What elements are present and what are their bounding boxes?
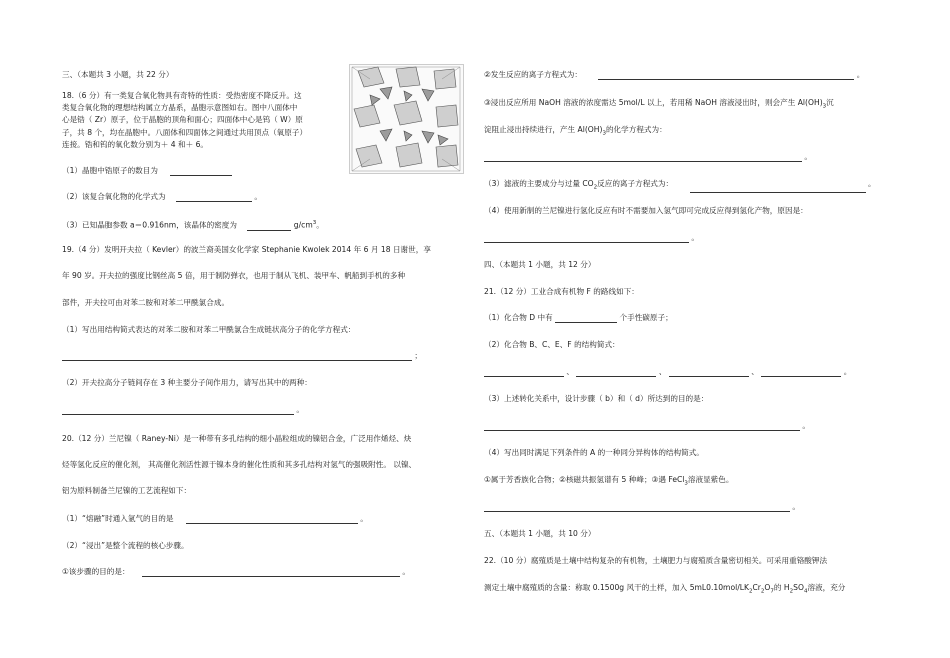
q22-text: O [764, 583, 771, 592]
q18-part3-text: （3）已知晶胞参数 a＝0.916nm，该晶体的密度为 [62, 220, 237, 230]
tetrahedron-shape [422, 131, 434, 143]
q21-text-line: 21.（12 分）工业合成有机物 F 的路线如下： [484, 287, 639, 296]
answer-blank[interactable] [669, 368, 749, 377]
q22-text: 的 H [773, 583, 790, 592]
q21-part2: （2）化合物 B、C、E、F 的结构简式： [484, 340, 620, 349]
answer-blank[interactable] [176, 193, 252, 202]
q18-text-line: 子，共 8 个，均在晶胞中。八面体和四面体之间通过共用顶点（氧原子） [62, 128, 308, 137]
q20-part3-end: 。 [867, 179, 876, 188]
answer-blank[interactable] [62, 352, 412, 361]
q18-part2-end: 。 [254, 192, 262, 201]
q20-part2-sub2-end: 。 [856, 70, 865, 79]
q18-part1 [62, 166, 232, 176]
q18-part3-unit: g/cm [293, 220, 313, 230]
q21-part1-end: 个手性碳原子； [619, 313, 673, 322]
q22-text: 溶液，充分 [807, 583, 846, 592]
q22-text: SO [793, 583, 804, 592]
q20-text-line: 20.（12 分）兰尼镍（ Raney-Ni）是一种带有多孔结构的细小晶粒组成的镍铝合金，广泛用作烯烃、炔 [62, 434, 412, 443]
subscript: 2 [760, 588, 765, 595]
subscript: 7 [770, 588, 774, 595]
q21-part3: （3）上述转化关系中，设计步骤（ b）和（ d）所达到的目的是： [484, 394, 709, 403]
answer-blank[interactable] [186, 515, 358, 524]
q22-text-line: 22.（10 分）腐殖质是土壤中结构复杂的有机物，土壤肥力与腐殖质含量密切相关。可采用重铬酸钾法 [484, 556, 828, 565]
q21-part1 [484, 313, 673, 323]
q20-part2-sub1 [62, 567, 410, 577]
q18-text-line: 心是锆（ Zr）原子，位于晶胞的顶角和面心；四面体中心是钨（ W）原 [62, 115, 303, 124]
q18-part2-text: （2）该复合氧化物的化学式为 [62, 192, 166, 201]
q20-part4: （4）使用新制的兰尼镍进行氢化反应有时不需要加入氢气即可完成反应得到氢化产物，原因是： [484, 206, 808, 215]
answer-blank[interactable] [484, 234, 689, 243]
q20-part2-sub1-end: 。 [402, 567, 410, 576]
q21-part3-end: 。 [802, 421, 811, 430]
q19-part2-answer [62, 405, 304, 415]
subscript: 2 [748, 588, 753, 595]
q19-part1: （1）写出用结构简式表达的对苯二胺和对苯二甲酰氯合生成链状高分子的化学方程式： [62, 325, 356, 334]
tetrahedron-shape [380, 129, 392, 141]
q21-part3-answer [484, 421, 810, 431]
q20-text-line: 铝为原料制备兰尼镍的工艺流程如下： [62, 486, 192, 495]
q18-text-line: 连接。锆和钨的氧化数分别为＋ 4 和＋ 6。 [62, 140, 208, 149]
subscript: 3 [822, 103, 827, 110]
q20-part2-sub2 [484, 70, 864, 80]
answer-blank[interactable] [555, 314, 617, 323]
q20-part2-sub2-text: ②发生反应的离子方程式为： [484, 70, 582, 79]
section-5-header: 五、（本题共 1 小题，共 10 分） [484, 529, 596, 538]
octahedron-shape [436, 145, 458, 167]
q18-part3-unit-exp: 3 [312, 220, 317, 226]
q20-part2-sub3-text: 的化学方程式为： [605, 125, 667, 134]
q19-text-line: 年 90 岁。开夫拉的强度比钢丝高 5 倍，用于制防弹衣，也用于制从飞机、装甲车、帆船到手机的多种 [62, 271, 406, 280]
q22-text-line [484, 583, 845, 597]
q21-part2-answers [484, 367, 851, 377]
octahedron-shape [396, 67, 420, 87]
q22-text: 测定土壤中腐殖质的含量：称取 0.1500g 风干的土样，加入 5mL0.10mol/LK [484, 583, 749, 592]
q20-part1 [62, 514, 368, 524]
q20-part4-end: 。 [691, 233, 700, 242]
answer-blank[interactable] [690, 184, 866, 193]
answer-blank[interactable] [484, 368, 564, 377]
q21-part2-end: 。 [843, 367, 852, 376]
tetrahedron-shape [404, 91, 412, 101]
octahedron-shape [394, 101, 422, 125]
answer-blank[interactable] [576, 368, 656, 377]
q20-part2-sub3-answer [484, 152, 812, 162]
q19-part2: （2）开夫拉高分子链间存在 3 种主要分子间作用力，请写出其中的两种： [62, 378, 312, 387]
q18-text-line: 18.（6 分）有一类复合氧化物具有奇特的性质：受热密度不降反升。这 [62, 91, 302, 100]
q21-part4: （4）写出同时满足下列条件的 A 的一种同分异构体的结构简式。 [484, 448, 704, 457]
q20-part2-sub3-cont [484, 125, 667, 139]
q18-part2 [62, 192, 262, 202]
answer-blank[interactable] [484, 503, 790, 512]
octahedron-shape [358, 67, 384, 87]
q21-part4-end: 。 [792, 502, 801, 511]
q20-part2-sub3-end: 。 [804, 152, 813, 161]
answer-blank[interactable] [247, 222, 291, 231]
q19-part2-end: 。 [296, 405, 305, 414]
q20-part2-sub1-text: ①该步骤的目的是： [62, 567, 130, 576]
subscript: 4 [803, 588, 808, 595]
answer-blank[interactable] [484, 153, 802, 162]
tetrahedron-shape [422, 89, 434, 101]
q20-text-line: 烃等氢化反应的催化剂， 其高催化剂活性源于镍本身的催化性质和其多孔结构对氢气的强吸附性。 以镍、 [62, 460, 417, 469]
q20-part1-text: （1）“熔融”时通入氩气的目的是 [62, 514, 174, 523]
q21-part4-conditions [484, 475, 733, 489]
tetrahedron-shape [404, 131, 412, 141]
tetrahedron-shape [438, 135, 448, 145]
crystal-cell-figure [349, 64, 464, 174]
answer-blank[interactable] [484, 422, 800, 431]
q20-part3-text: 反应的离子方程式为： [597, 179, 674, 188]
q22-text: Cr [752, 583, 761, 592]
q21-part1-text: （1）化合物 D 中有 [484, 313, 553, 322]
octahedron-shape [436, 105, 458, 127]
q18-part3-end: 。 [316, 220, 324, 230]
q18-part3 [62, 218, 324, 231]
q19-part1-end: ； [414, 351, 423, 360]
q20-part3-text: （3）滤液的主要成分与过量 CO [484, 179, 594, 188]
q20-part2-sub3 [484, 98, 834, 112]
section-4-header: 四、（本题共 1 小题，共 12 分） [484, 260, 596, 269]
q20-part1-end: 。 [360, 514, 368, 523]
q20-part2-sub3-text-end: 沉 [826, 98, 834, 107]
q20-part3 [484, 179, 876, 193]
subscript: 3 [602, 130, 606, 137]
subscript: 3 [684, 480, 688, 487]
q19-text-line: 部件，开夫拉可由对苯二胺和对苯二甲酰氯合成。 [62, 298, 230, 307]
separator: 、 [658, 367, 667, 376]
answer-blank[interactable] [598, 71, 854, 80]
q21-part4-cond-text: ①属于芳香族化合物；②核磁共振氢谱有 5 种峰；③遇 FeCl [484, 475, 685, 484]
answer-blank[interactable] [761, 368, 841, 377]
tetrahedron-shape [370, 95, 380, 105]
q20-part2-sub3-text: 淀阻止浸出持续进行，产生 Al(OH) [484, 125, 603, 134]
subscript: 2 [789, 588, 794, 595]
q19-text-line: 19.（4 分）发明开夫拉（ Kevler）的波兰裔美国女化学家 Stephanie Kwolek 2014 年 6 月 18 日谢世，享 [62, 245, 431, 254]
octahedron-shape [356, 145, 382, 167]
separator: 、 [566, 367, 575, 376]
q20-part2-sub3-text: ③浸出反应所用 NaOH 溶液的浓度需达 5mol/L 以上，若用稀 NaOH 溶液浸出时，则会产生 Al(OH) [484, 98, 823, 107]
q18-part1-text: （1）晶胞中锆原子的数目为 [62, 166, 158, 175]
q21-part4-answer [484, 502, 800, 512]
q21-part4-cond-text: 溶液显紫色。 [687, 475, 734, 484]
q20-part4-answer [484, 233, 699, 243]
answer-blank[interactable] [62, 406, 294, 415]
section-3-header: 三、（本题共 3 小题，共 22 分） [62, 70, 174, 79]
tetrahedron-shape [380, 87, 392, 99]
separator: 、 [751, 367, 759, 376]
answer-blank[interactable] [170, 167, 232, 176]
answer-blank[interactable] [142, 568, 400, 577]
q20-part2: （2）“浸出”是整个流程的核心步骤。 [62, 541, 189, 550]
q19-part1-answer [62, 351, 422, 361]
subscript: 2 [593, 184, 598, 191]
octahedron-shape [354, 105, 380, 127]
q18-text-line: 类复合氧化物的理想结构属立方晶系，晶胞示意图如右。图中八面体中 [62, 103, 298, 112]
crystal-cell-illustration [350, 65, 463, 173]
octahedron-shape [396, 143, 422, 167]
